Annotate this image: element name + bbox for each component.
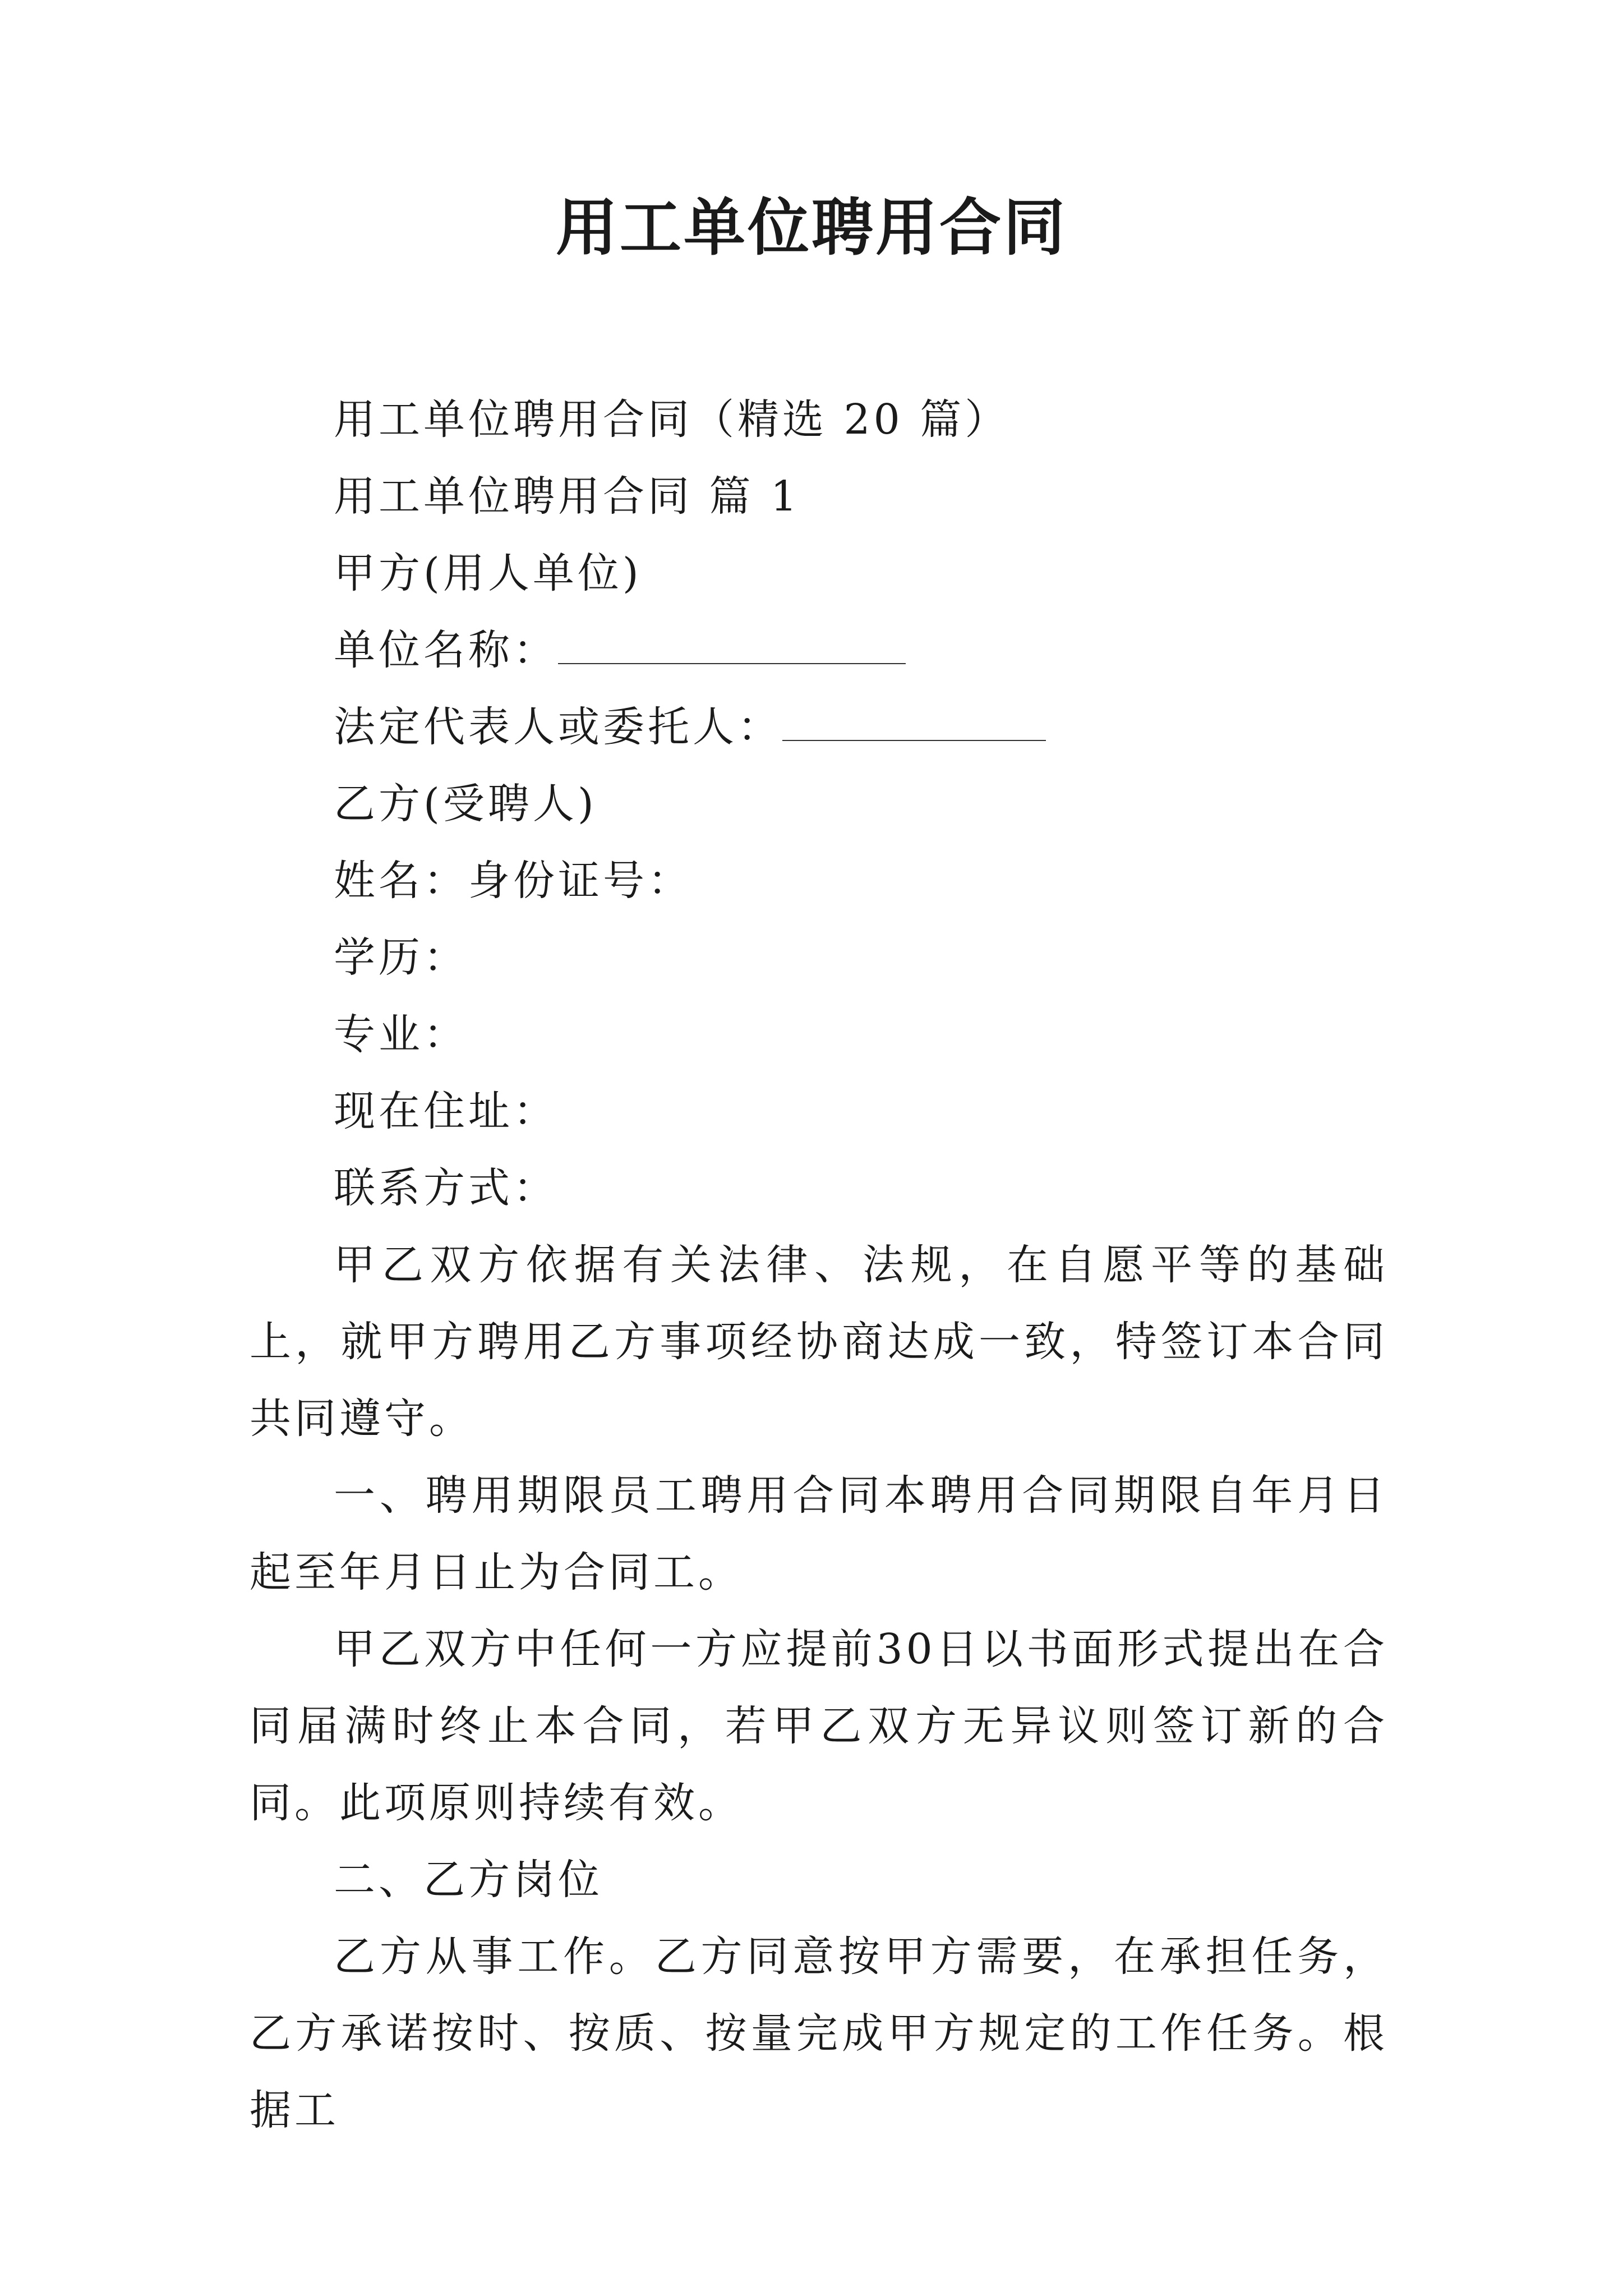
position-heading: 二、乙方岗位 bbox=[334, 1856, 603, 1904]
party-a-rep-row bbox=[250, 689, 1388, 766]
party-a-name-blank bbox=[558, 624, 906, 664]
party-a-rep-blank bbox=[782, 701, 1046, 741]
term-paragraph: 一、聘用期限员工聘用合同本聘用合同期限自年月日起至年月日止为合同工。 bbox=[250, 1471, 1388, 1596]
party-b-major-label: 专业： bbox=[334, 1010, 468, 1059]
party-b-name-id-label: 姓名：身份证号： bbox=[334, 857, 693, 905]
party-b-address-label: 现在住址： bbox=[334, 1087, 558, 1135]
document-subtitle: 用工单位聘用合同（精选 20 篇） bbox=[334, 395, 1010, 444]
party-b-education-label: 学历： bbox=[334, 933, 468, 982]
party-a-heading: 甲方(用人单位) bbox=[334, 549, 642, 597]
intro-paragraph: 甲乙双方依据有关法律、法规，在自愿平等的基础上，就甲方聘用乙方事项经协商达成一致，特签订本合同共同遵守。 bbox=[250, 1241, 1388, 1443]
document-body bbox=[250, 381, 1388, 2149]
party-a-name-label: 单位名称： bbox=[334, 626, 558, 674]
renewal-paragraph: 甲乙双方中任何一方应提前30日以书面形式提出在合同届满时终止本合同，若甲乙双方无异议则签订新的合同。此项原则持续有效。 bbox=[250, 1625, 1388, 1827]
document-title: 用工单位聘用合同 bbox=[556, 191, 1067, 264]
party-b-contact-label: 联系方式： bbox=[334, 1164, 558, 1212]
position-paragraph: 乙方从事工作。乙方同意按甲方需要，在承担任务，乙方承诺按时、按质、按量完成甲方规定的工作任务。根据工 bbox=[250, 1932, 1388, 2134]
party-b-heading: 乙方(受聘人) bbox=[334, 780, 597, 828]
party-a-rep-label: 法定代表人或委托人： bbox=[334, 703, 782, 751]
party-a-name-row bbox=[250, 612, 1388, 689]
chapter-heading: 用工单位聘用合同 篇 1 bbox=[334, 472, 801, 521]
